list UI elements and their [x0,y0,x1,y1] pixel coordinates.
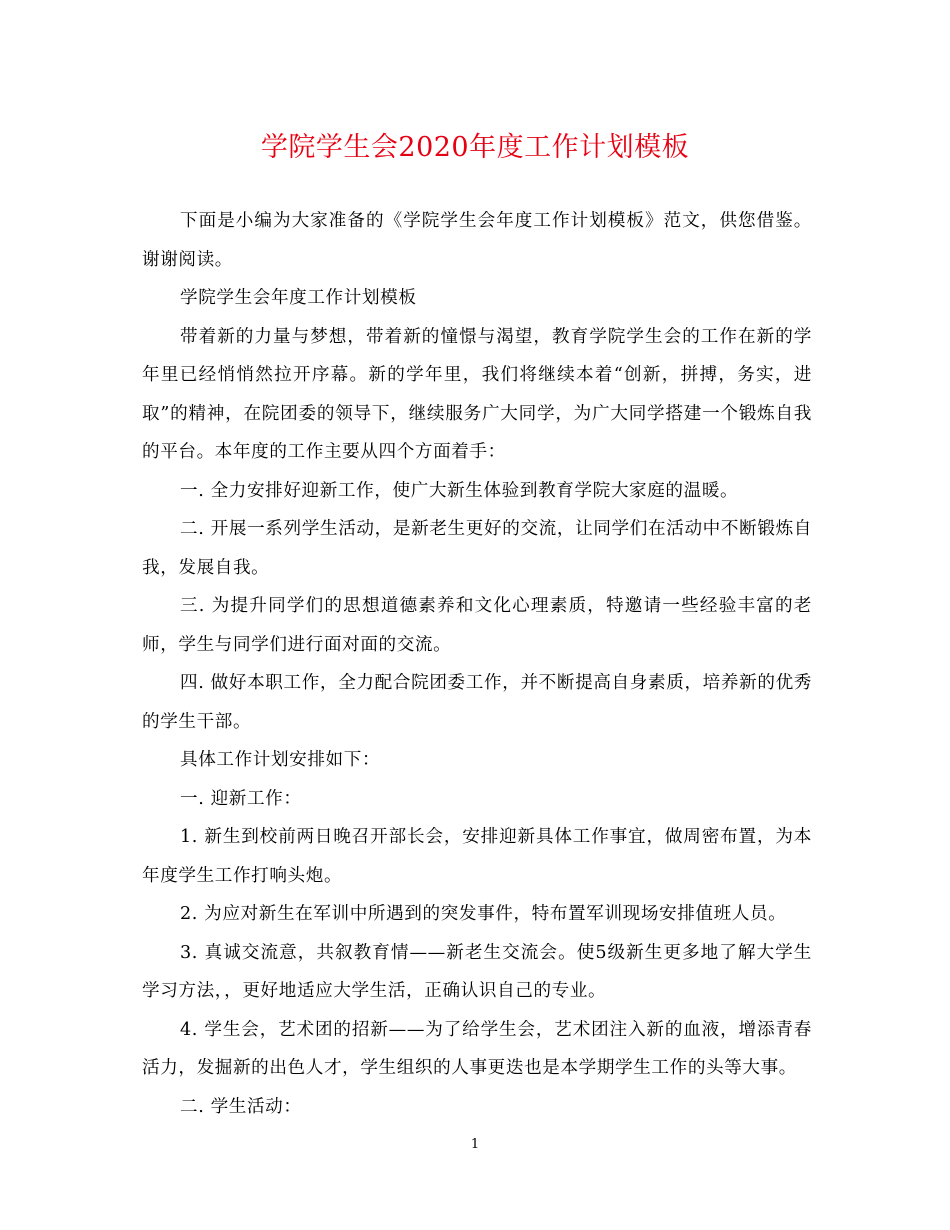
paragraph: 下面是小编为大家准备的《学院学生会年度工作计划模板》范文，供您借鉴。谢谢阅读。 [142,211,812,270]
paragraph: 3. 真诚交流意，共叙教育情——新老生交流会。使5级新生更多地了解大学生学习方法，，更好地适应大学生活，正确认识自己的专业。 [142,942,812,1001]
paragraph: 带着新的力量与梦想，带着新的憧憬与渴望，教育学院学生会的工作在新的学年里已经悄悄然拉开序幕。新的学年里，我们将继续本着“创新，拼搏，务实，进取”的精神，在院团委的领导下，继续服务广大同学，为广大同学搭建一个锻炼自我的平台。本年度的工作主要从四个方面着手： [142,326,812,462]
document-body [142,202,812,1126]
paragraph: 二. 学生活动： [180,1096,302,1117]
paragraph: 一. 迎新工作： [180,788,302,809]
paragraph: 一. 全力安排好迎新工作，使广大新生体验到教育学院大家庭的温暖。 [180,480,739,501]
document-title: 学院学生会2020年度工作计划模板 [260,132,690,163]
paragraph: 四. 做好本职工作，全力配合院团委工作，并不断提高自身素质，培养新的优秀的学生干部。 [142,673,812,732]
paragraph: 学院学生会年度工作计划模板 [180,288,417,308]
paragraph: 1. 新生到校前两日晚召开部长会，安排迎新具体工作事宜，做周密布置，为本年度学生工作打响头炮。 [142,827,812,886]
paragraph: 二. 开展一系列学生活动，是新老生更好的交流，让同学们在活动中不断锻炼自我，发展自我。 [142,519,812,578]
page-number: 1 [470,1137,480,1152]
paragraph: 2. 为应对新生在军训中所遇到的突发事件，特布置军训现场安排值班人员。 [180,904,787,924]
paragraph: 4. 学生会，艺术团的招新——为了给学生会，艺术团注入新的血液，增添青春活力，发掘新的出色人才，学生组织的人事更迭也是本学期学生工作的头等大事。 [142,1019,812,1078]
paragraph: 三. 为提升同学们的思想道德素养和文化心理素质，特邀请一些经验丰富的老师，学生与同学们进行面对面的交流。 [142,596,812,655]
paragraph: 具体工作计划安排如下： [180,750,381,770]
